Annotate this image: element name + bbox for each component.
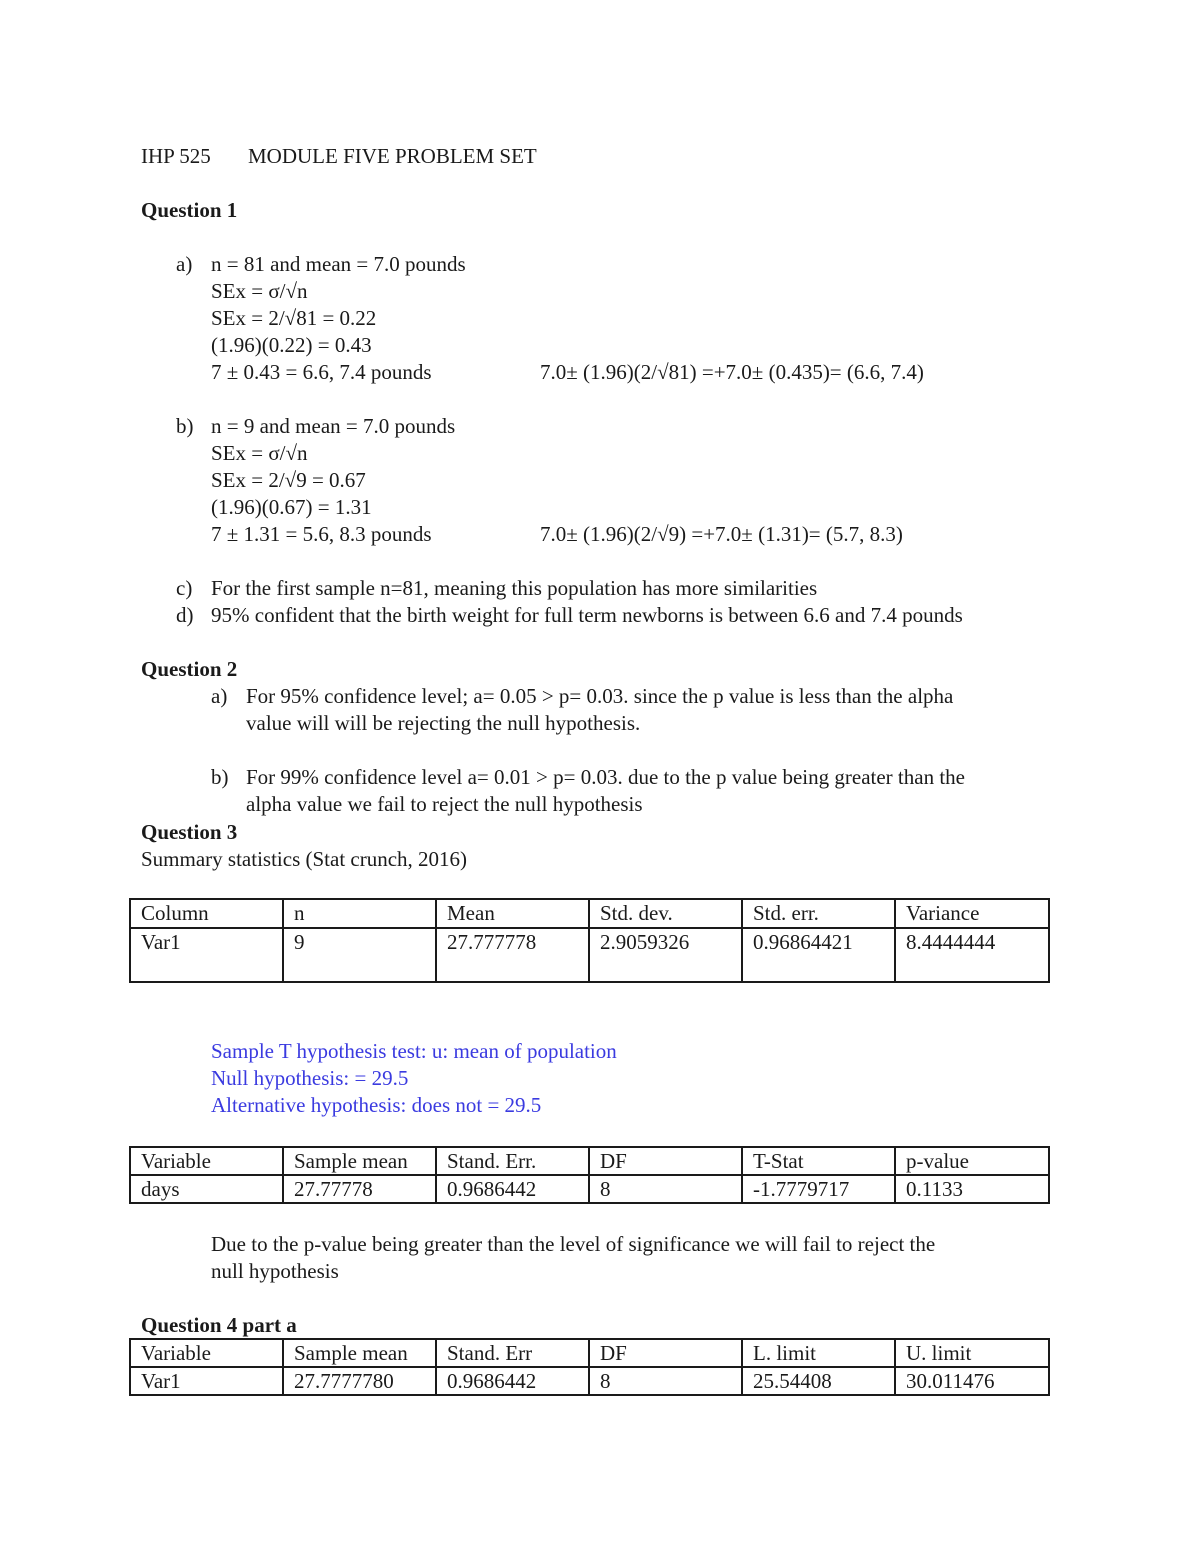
- table-cell: 30.011476: [895, 1367, 1049, 1395]
- q1-d-text: 95% confident that the birth weight for full term newborns is between 6.6 and 7.4 pounds: [211, 603, 963, 627]
- table-cell: 27.7777780: [283, 1367, 436, 1395]
- table-cell: 25.54408: [742, 1367, 895, 1395]
- table-cell: 2.9059326: [589, 928, 742, 982]
- table-header-cell: L. limit: [742, 1339, 895, 1367]
- table-header-cell: DF: [589, 1339, 742, 1367]
- q1-a-line: 7 ± 0.43 = 6.6, 7.4 pounds: [211, 360, 432, 384]
- table-header-cell: Stand. Err: [436, 1339, 589, 1367]
- question-1-heading: Question 1: [141, 198, 238, 222]
- q2-a-line: value will will be rejecting the null hypothesis.: [246, 711, 641, 735]
- table-cell: 8.4444444: [895, 928, 1049, 982]
- course-code: IHP 525: [141, 144, 211, 168]
- table-header-cell: n: [283, 899, 436, 928]
- table-row: [130, 928, 1049, 982]
- q1-c-marker: c): [176, 576, 193, 600]
- confidence-interval-table: [129, 1338, 1050, 1396]
- table-cell: 0.9686442: [436, 1367, 589, 1395]
- question-3-heading: Question 3: [141, 820, 238, 844]
- q1-a-marker: a): [176, 252, 193, 276]
- table-header-cell: Std. err.: [742, 899, 895, 928]
- table-header-cell: Std. dev.: [589, 899, 742, 928]
- table-header-cell: Variable: [130, 1147, 283, 1175]
- table-header-cell: DF: [589, 1147, 742, 1175]
- table-header-row: [130, 1147, 1049, 1175]
- q1-b-marker: b): [176, 414, 194, 438]
- q1-b-line: 7 ± 1.31 = 5.6, 8.3 pounds: [211, 522, 432, 546]
- table-header-cell: Sample mean: [283, 1147, 436, 1175]
- table-cell: 27.77778: [283, 1175, 436, 1203]
- null-hypothesis-line: Null hypothesis: = 29.5: [211, 1066, 409, 1090]
- table-header-cell: p-value: [895, 1147, 1049, 1175]
- table-header-cell: Mean: [436, 899, 589, 928]
- table-header-row: [130, 1339, 1049, 1367]
- table-cell: Var1: [130, 928, 283, 982]
- q1-d-marker: d): [176, 603, 194, 627]
- q1-b-alternative: 7.0± (1.96)(2/√9) =+7.0± (1.31)= (5.7, 8.3): [540, 522, 903, 546]
- table-header-cell: Variance: [895, 899, 1049, 928]
- q2-a-line: For 95% confidence level; a= 0.05 > p= 0.03. since the p value is less than the alpha: [246, 684, 954, 708]
- document-title: MODULE FIVE PROBLEM SET: [248, 144, 537, 168]
- table-header-cell: Sample mean: [283, 1339, 436, 1367]
- q1-a-line: (1.96)(0.22) = 0.43: [211, 333, 372, 357]
- table-header-cell: T-Stat: [742, 1147, 895, 1175]
- q2-a-marker: a): [211, 684, 228, 708]
- table-header-cell: Column: [130, 899, 283, 928]
- alternative-hypothesis-line: Alternative hypothesis: does not = 29.5: [211, 1093, 542, 1117]
- table-cell: -1.7779717: [742, 1175, 895, 1203]
- conclusion-line: null hypothesis: [211, 1259, 339, 1283]
- table-header-cell: U. limit: [895, 1339, 1049, 1367]
- q1-a-line: SEx = 2/√81 = 0.22: [211, 306, 377, 330]
- t-test-table: [129, 1146, 1050, 1204]
- table-cell: 8: [589, 1367, 742, 1395]
- q2-b-line: For 99% confidence level a= 0.01 > p= 0.03. due to the p value being greater than the: [246, 765, 965, 789]
- table-cell: 0.96864421: [742, 928, 895, 982]
- question-2-heading: Question 2: [141, 657, 238, 681]
- table-header-cell: Stand. Err.: [436, 1147, 589, 1175]
- table-cell: days: [130, 1175, 283, 1203]
- table-cell: 0.9686442: [436, 1175, 589, 1203]
- conclusion-line: Due to the p-value being greater than the level of significance we will fail to reject the: [211, 1232, 936, 1256]
- table-cell: 27.777778: [436, 928, 589, 982]
- table-cell: 0.1133: [895, 1175, 1049, 1203]
- q1-a-line: n = 81 and mean = 7.0 pounds: [211, 252, 466, 276]
- q1-a-line: SEx = σ/√n: [211, 279, 308, 303]
- question-4-heading: Question 4 part a: [141, 1313, 297, 1337]
- q1-a-alternative: 7.0± (1.96)(2/√81) =+7.0± (0.435)= (6.6, 7.4): [540, 360, 924, 384]
- table-row: [130, 1367, 1049, 1395]
- table-cell: Var1: [130, 1367, 283, 1395]
- table-cell: 8: [589, 1175, 742, 1203]
- summary-statistics-table: [129, 898, 1050, 983]
- q2-b-marker: b): [211, 765, 229, 789]
- q1-b-line: n = 9 and mean = 7.0 pounds: [211, 414, 456, 438]
- table-header-cell: Variable: [130, 1339, 283, 1367]
- q1-b-line: SEx = σ/√n: [211, 441, 308, 465]
- q2-b-line: alpha value we fail to reject the null hypothesis: [246, 792, 643, 816]
- summary-subtitle: Summary statistics (Stat crunch, 2016): [141, 847, 468, 871]
- table-cell: 9: [283, 928, 436, 982]
- q1-b-line: SEx = 2/√9 = 0.67: [211, 468, 366, 492]
- hypothesis-test-line: Sample T hypothesis test: u: mean of population: [211, 1039, 617, 1063]
- q1-c-text: For the first sample n=81, meaning this population has more similarities: [211, 576, 818, 600]
- table-row: [130, 1175, 1049, 1203]
- table-header-row: [130, 899, 1049, 928]
- q1-b-line: (1.96)(0.67) = 1.31: [211, 495, 372, 519]
